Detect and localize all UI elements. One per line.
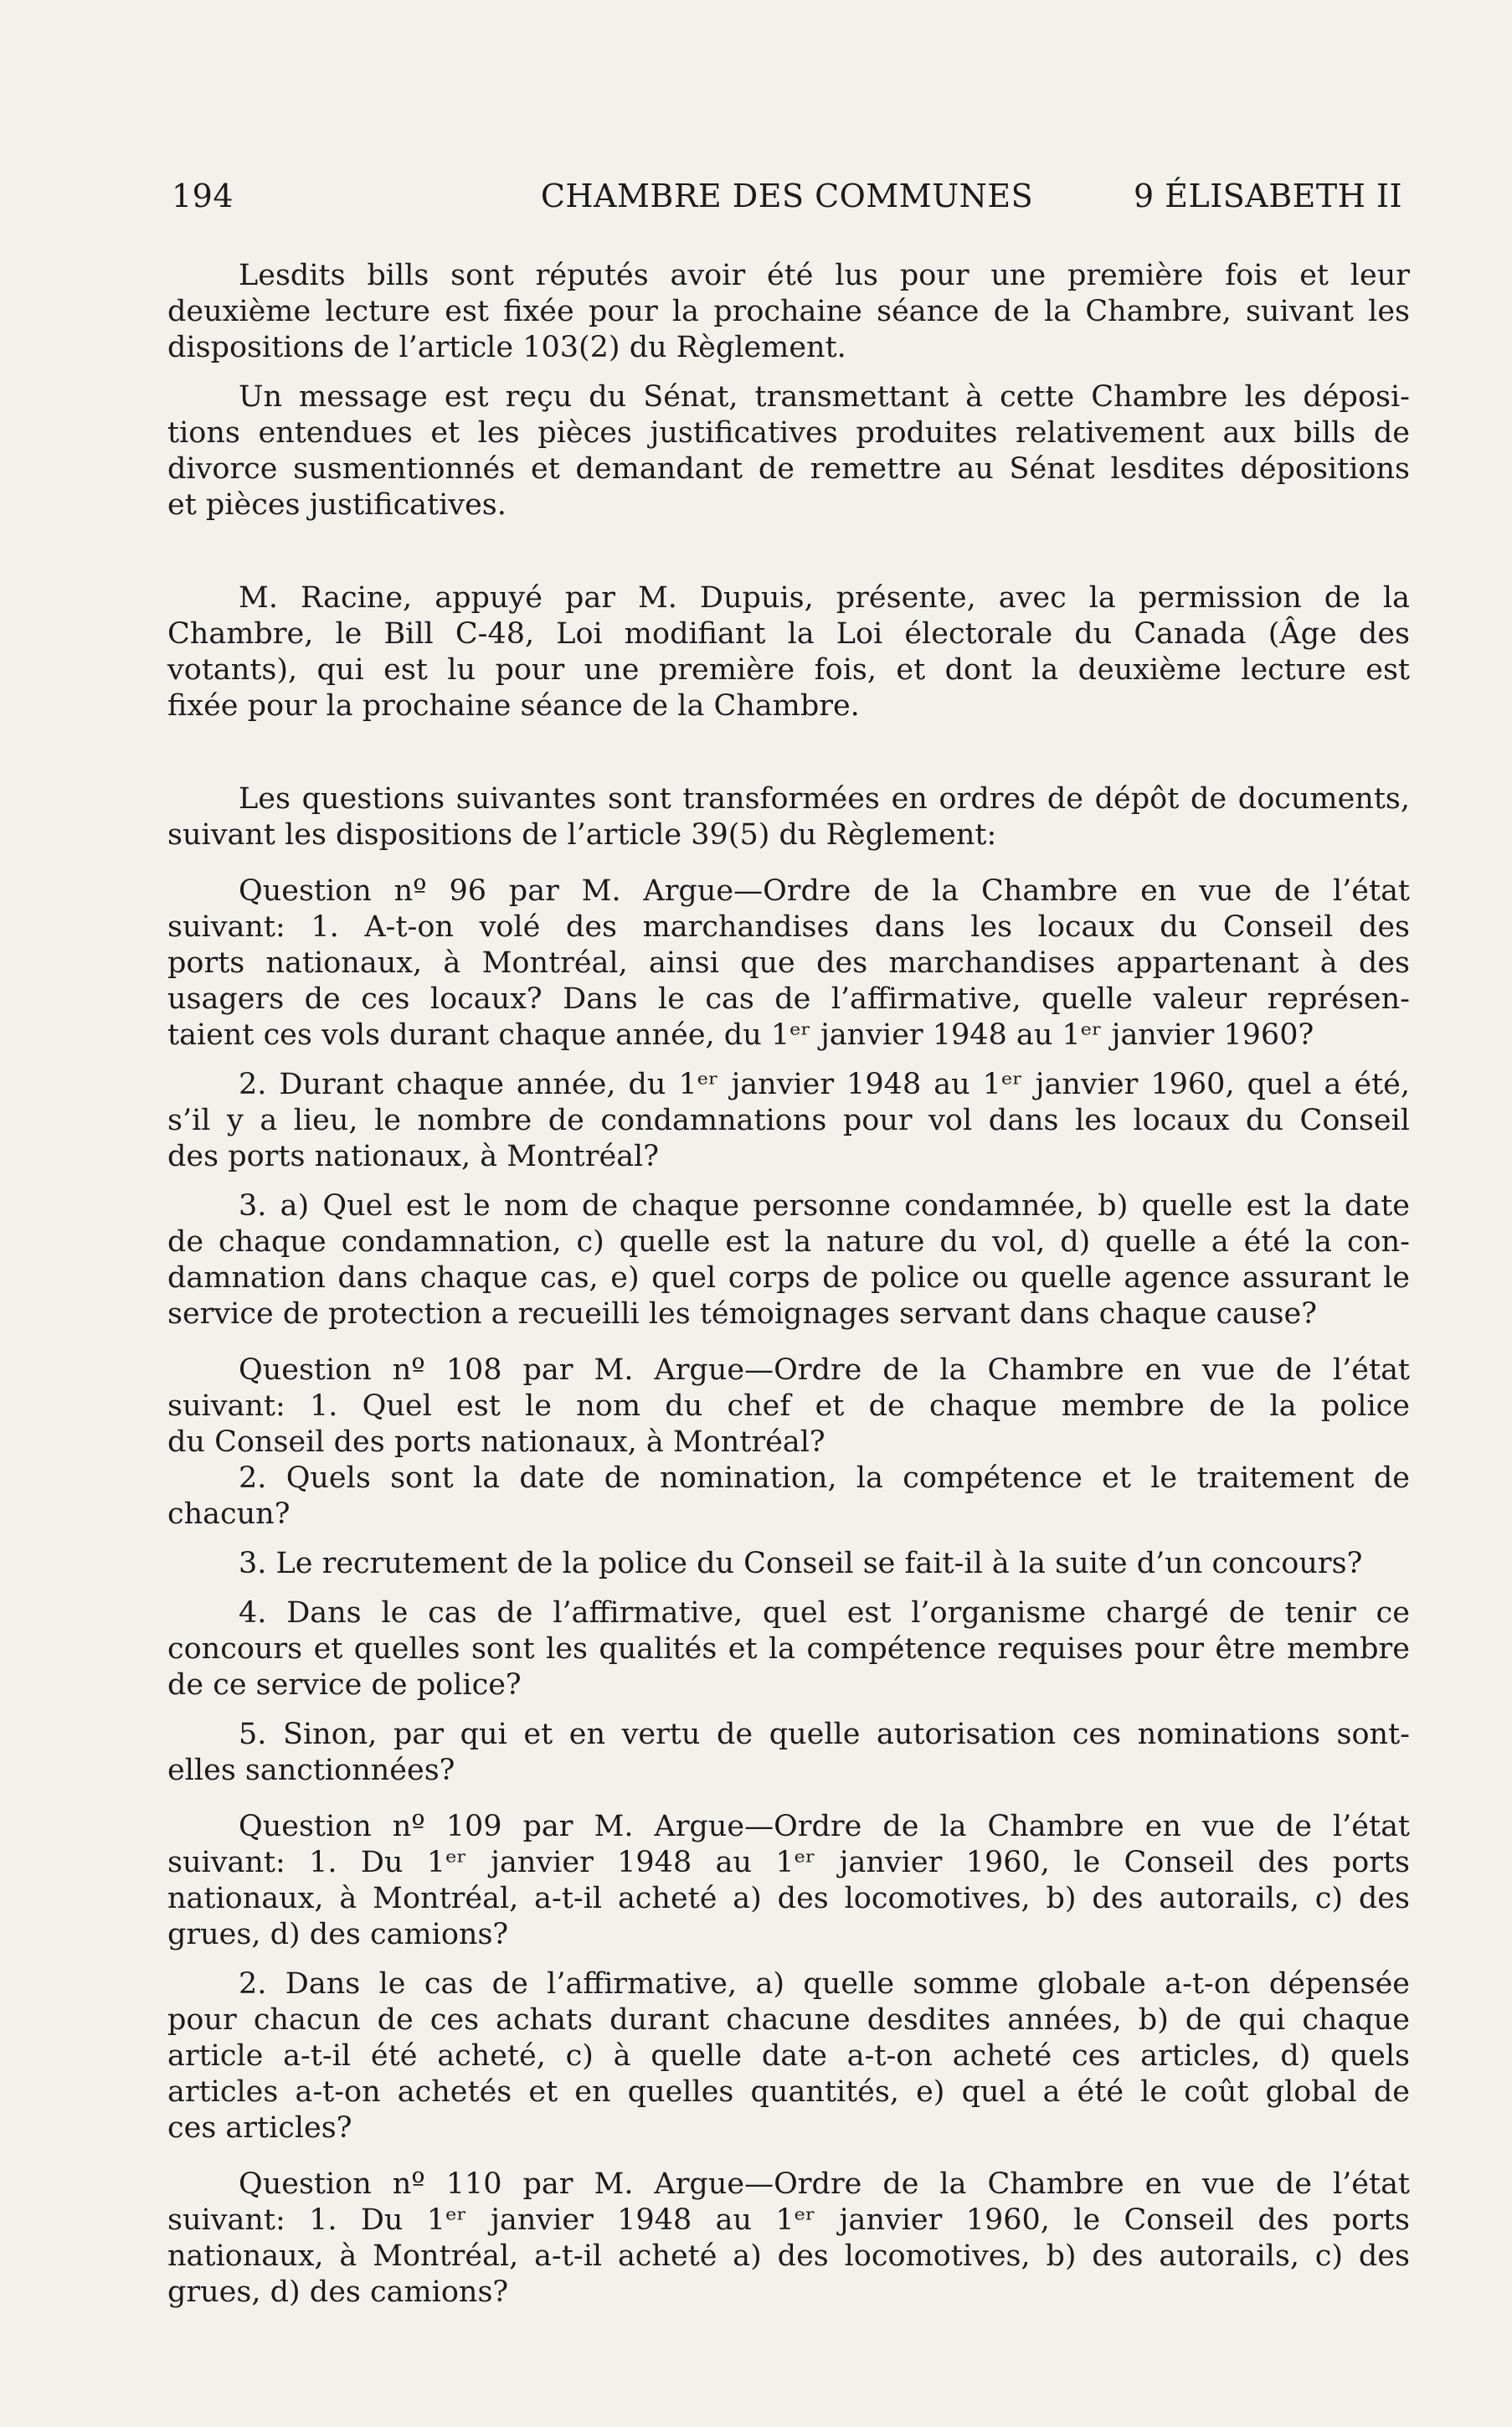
text-line: Question nº 108 par M. Argue—Ordre de la Chambre en vue de l’état — [239, 1353, 1410, 1387]
text-line: grues, d) des camions? — [167, 2275, 509, 2309]
text-line: M. Racine, appuyé par M. Dupuis, présente, avec la permission de la — [239, 581, 1410, 615]
text-line: Un message est reçu du Sénat, transmettant à cette Chambre les déposi- — [239, 380, 1410, 414]
text-line: divorce susmentionnés et demandant de remettre au Sénat lesdites dépositions — [167, 452, 1410, 486]
text-line: nationaux, à Montréal, a-t-il acheté a) des locomotives, b) des autorails, c) des — [167, 2239, 1410, 2273]
text-line: des ports nationaux, à Montréal? — [167, 1140, 660, 1173]
paragraph-q109-2 — [167, 1966, 1410, 2146]
text-line: tions entendues et les pièces justificatives produites relativement aux bills de — [167, 416, 1410, 450]
page-number: 194 — [172, 178, 234, 214]
text-line: 3. Le recrutement de la police du Conseil se fait-il à la suite d’un concours? — [239, 1547, 1363, 1580]
text-line: chacun? — [167, 1497, 291, 1531]
text-line: fixée pour la prochaine séance de la Chambre. — [167, 689, 860, 723]
text-line: Chambre, le Bill C-48, Loi modifiant la Loi électorale du Canada (Âge des — [167, 617, 1410, 651]
text-line: damnation dans chaque cas, e) quel corps de police ou quelle agence assurant le — [167, 1261, 1410, 1295]
text-line: taient ces vols durant chaque année, du 1ᵉʳ janvier 1948 au 1ᵉʳ janvier 1960? — [167, 1018, 1314, 1052]
text-line: suivant les dispositions de l’article 39(5) du Règlement: — [167, 818, 997, 852]
text-line: nationaux, à Montréal, a-t-il acheté a) des locomotives, b) des autorails, c) des — [167, 1882, 1410, 1915]
text-line: votants), qui est lu pour une première fois, et dont la deuxième lecture est — [167, 653, 1410, 687]
paragraph-q108-4 — [167, 1595, 1410, 1703]
text-line: suivant: 1. Du 1ᵉʳ janvier 1948 au 1ᵉʳ janvier 1960, le Conseil des ports — [167, 1846, 1410, 1879]
paragraph-bills-read — [167, 258, 1410, 366]
text-line: grues, d) des camions? — [167, 1918, 509, 1951]
text-line: ports nationaux, à Montréal, ainsi que des marchandises appartenant à des — [167, 946, 1410, 980]
paragraph-bill-c48 — [167, 580, 1410, 724]
paragraph-questions-intro — [167, 781, 1410, 853]
body-text — [167, 258, 1410, 2311]
text-line: ces articles? — [167, 2111, 352, 2145]
text-line: deuxième lecture est fixée pour la prochaine séance de la Chambre, suivant les — [167, 295, 1410, 328]
page-title: CHAMBRE DES COMMUNES — [540, 178, 1034, 214]
text-line: pour chacun de ces achats durant chacune desdites années, b) de qui chaque — [167, 2003, 1410, 2037]
text-line: elles sanctionnées? — [167, 1754, 455, 1787]
regnal-year: 9 ÉLISABETH II — [1134, 178, 1402, 214]
text-line: de ce service de police? — [167, 1668, 522, 1702]
text-line: Question nº 109 par M. Argue—Ordre de la Chambre en vue de l’état — [239, 1810, 1410, 1843]
text-line: service de protection a recueilli les témoignages servant dans chaque cause? — [167, 1297, 1317, 1331]
text-line: 3. a) Quel est le nom de chaque personne condamnée, b) quelle est la date — [239, 1189, 1410, 1223]
text-line: suivant: 1. Du 1ᵉʳ janvier 1948 au 1ᵉʳ janvier 1960, le Conseil des ports — [167, 2203, 1410, 2237]
text-line: et pièces justificatives. — [167, 488, 507, 522]
text-line: dispositions de l’article 103(2) du Règlement. — [167, 331, 846, 364]
text-line: 2. Durant chaque année, du 1ᵉʳ janvier 1948 au 1ᵉʳ janvier 1960, quel a été, — [239, 1068, 1410, 1101]
running-head — [172, 173, 1402, 219]
paragraph-q96-1 — [167, 873, 1410, 1054]
paragraph-q96-3 — [167, 1188, 1410, 1332]
paragraph-q108-3 — [167, 1546, 1410, 1582]
text-line: Question nº 96 par M. Argue—Ordre de la Chambre en vue de l’état — [239, 874, 1410, 908]
text-line: article a-t-il été acheté, c) à quelle date a-t-on acheté ces articles, d) quels — [167, 2039, 1410, 2073]
text-line: 2. Quels sont la date de nomination, la compétence et le traitement de — [239, 1461, 1410, 1495]
text-line: 2. Dans le cas de l’affirmative, a) quelle somme globale a-t-on dépensée — [239, 1967, 1410, 2001]
paragraph-q108-1 — [167, 1353, 1410, 1461]
text-line: suivant: 1. Quel est le nom du chef et de chaque membre de la police — [167, 1389, 1410, 1423]
text-line: 5. Sinon, par qui et en vertu de quelle autorisation ces nominations sont- — [239, 1718, 1410, 1751]
text-line: s’il y a lieu, le nombre de condamnations pour vol dans les locaux du Conseil — [167, 1104, 1410, 1137]
text-line: de chaque condamnation, c) quelle est la nature du vol, d) quelle a été la con- — [167, 1225, 1410, 1259]
text-line: articles a-t-on achetés et en quelles quantités, e) quel a été le coût global de — [167, 2075, 1410, 2109]
text-line: 4. Dans le cas de l’affirmative, quel est l’organisme chargé de tenir ce — [239, 1596, 1410, 1630]
paragraph-q110-1 — [167, 2167, 1410, 2311]
text-line: Les questions suivantes sont transformées en ordres de dépôt de documents, — [239, 782, 1410, 816]
text-line: usagers de ces locaux? Dans le cas de l’affirmative, quelle valeur représen- — [167, 982, 1410, 1016]
paragraph-senate-message — [167, 379, 1410, 523]
text-line: Question nº 110 par M. Argue—Ordre de la Chambre en vue de l’état — [239, 2167, 1410, 2201]
text-line: concours et quelles sont les qualités et la compétence requises pour être membre — [167, 1632, 1410, 1666]
text-line: suivant: 1. A-t-on volé des marchandises dans les locaux du Conseil des — [167, 910, 1410, 944]
paragraph-q108-5 — [167, 1717, 1410, 1789]
paragraph-q96-2 — [167, 1067, 1410, 1175]
paragraph-q109-1 — [167, 1809, 1410, 1953]
paragraph-q108-2 — [167, 1461, 1410, 1533]
text-line: du Conseil des ports nationaux, à Montréal? — [167, 1425, 825, 1459]
text-line: Lesdits bills sont réputés avoir été lus pour une première fois et leur — [239, 259, 1410, 292]
